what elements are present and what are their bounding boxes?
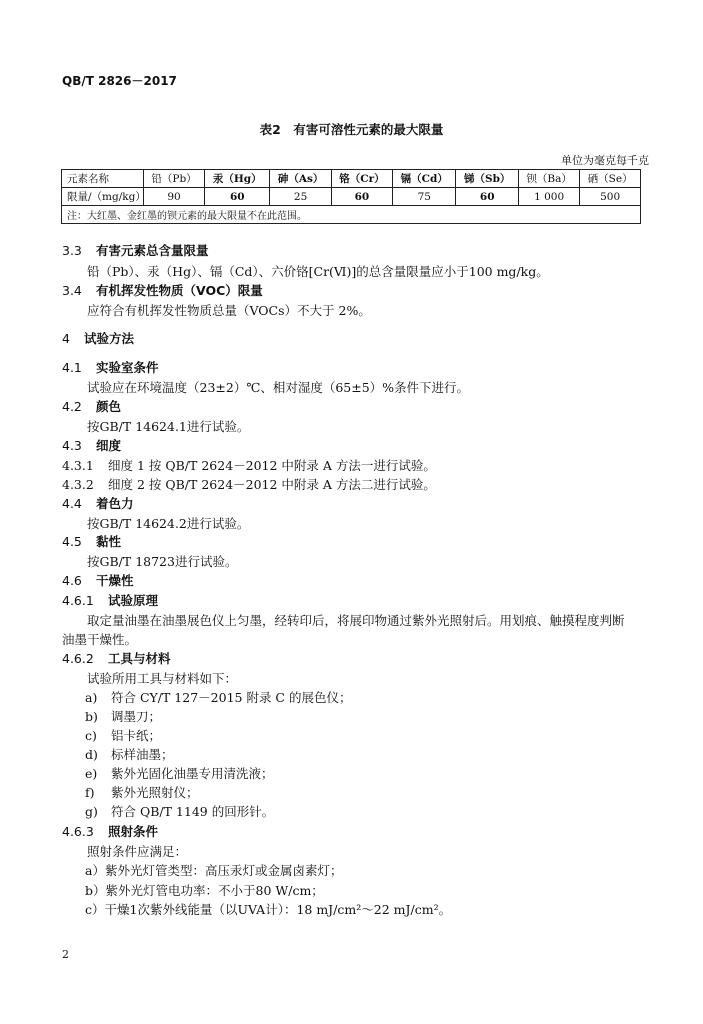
section-heading [62,649,171,667]
table-unit: 单位为毫克每千克 [561,154,649,167]
table-note-row [62,206,641,224]
header-cell: 镉（Cd） [393,170,456,188]
section-heading [62,591,158,609]
list-item: a）紫外光灯管类型：高压汞灯或金属卤素灯； [85,863,343,878]
subclause [62,456,436,474]
header-cell: 铅（Pb） [144,170,205,188]
section-heading [62,397,121,415]
section-number: 4.6.2 [62,651,94,666]
table-row [62,188,641,206]
subclause-number: 4.3.1 [62,458,94,473]
section-number: 4.2 [62,399,82,414]
value-cell: 90 [144,188,205,206]
section-heading [62,822,158,840]
section-number: 4.3 [62,438,82,453]
list-item-label: g) [85,804,98,819]
value-cell: 60 [456,188,518,206]
subclause [62,475,436,493]
header-cell: 锑（Sb） [456,170,518,188]
value-cell: 25 [270,188,331,206]
paragraph: 按GB/T 14624.2进行试验。 [87,516,250,531]
list-item-label: a) [85,690,98,705]
paragraph: 铅（Pb）、汞（Hg）、镉（Cd）、六价铬[Cr(Ⅵ)]的总含量限量应小于100 mg/kg。 [87,264,549,279]
value-cell: 75 [393,188,456,206]
paragraph: 按GB/T 14624.1进行试验。 [87,419,250,434]
paragraph: 按GB/T 18723进行试验。 [87,554,238,569]
section-title: 着色力 [96,496,134,511]
list-item-label: d) [85,747,98,762]
list-item [85,783,199,801]
list-item-text: 紫外光固化油墨专用清洗液； [111,766,274,781]
section-heading [62,358,159,376]
section-heading [62,494,134,512]
section-title: 颜色 [96,399,122,414]
value-cell: 60 [331,188,392,206]
page-number: 2 [62,948,69,961]
section-number: 4 [62,331,70,346]
section-title: 干燥性 [96,573,134,588]
list-item [85,764,274,782]
list-item-text: 符合 CY/T 127－2015 附录 C 的展色仪； [111,690,352,705]
limits-table [61,169,641,224]
table-note: 注：大红墨、金红墨的钡元素的最大限量不在此范围。 [62,206,641,224]
section-heading [62,241,209,259]
list-item-label: f) [85,785,95,800]
header-cell: 砷（As） [270,170,331,188]
section-number: 4.5 [62,534,82,549]
paragraph: 油墨干燥性。 [62,632,138,647]
section-title: 实验室条件 [96,360,159,375]
section-number: 4.4 [62,496,82,511]
header-cell: 元素名称 [62,170,144,188]
list-item-text: 铝卡纸； [111,728,162,743]
section-title: 黏性 [96,534,122,549]
list-item-label: e) [85,766,98,781]
row-label-cell: 限量/（mg/kg） [62,188,144,206]
section-title: 有机挥发性物质（VOC）限量 [96,283,263,298]
section-number: 4.6 [62,573,82,588]
section-heading [62,281,263,299]
paragraph: 试验所用工具与材料如下： [87,671,238,686]
list-item-text: 调墨刀； [111,709,162,724]
list-item [85,688,351,706]
section-heading [62,571,134,589]
paragraph: 应符合有机挥发性物质总量（VOCs）不大于 2%。 [87,303,371,318]
list-item [85,745,174,763]
value-cell: 500 [580,188,641,206]
section-heading [62,532,121,550]
list-item-text: 紫外光照射仪； [111,785,199,800]
list-item-text: 符合 QB/T 1149 的回形针。 [111,804,275,819]
subclause-number: 4.3.2 [62,477,94,492]
header-cell: 汞（Hg） [205,170,270,188]
list-item [85,802,274,820]
section-heading [62,436,121,454]
section-title: 照射条件 [108,824,159,839]
list-item [85,726,161,744]
list-item-label: b) [85,709,98,724]
list-item: c）干燥1次紫外线能量（以UVA计）：18 mJ/cm²～22 mJ/cm²。 [85,902,452,917]
section-number: 3.3 [62,243,82,258]
section-title: 有害元素总含量限量 [96,243,209,258]
paragraph: 试验应在环境温度（23±2）℃、相对湿度（65±5）%条件下进行。 [87,380,470,395]
header-cell: 钡（Ba） [518,170,579,188]
value-cell: 1 000 [518,188,579,206]
section-heading [62,329,134,347]
header-cell: 铬（Cr） [331,170,392,188]
list-item-label: c) [85,728,97,743]
section-number: 4.6.1 [62,593,94,608]
paragraph: 照射条件应满足： [87,844,188,859]
section-title: 细度 [96,438,122,453]
section-title: 试验原理 [108,593,159,608]
header-cell: 硒（Se） [580,170,641,188]
list-item-text: 标样油墨； [111,747,174,762]
section-number: 3.4 [62,283,82,298]
section-title: 工具与材料 [108,651,171,666]
section-title: 试验方法 [84,331,135,346]
paragraph: 取定量油墨在油墨展色仪上匀墨，经转印后，将展印物通过紫外光照射后。用划痕、触摸程度判断 [87,613,625,628]
table-header-row [62,170,641,188]
section-number: 4.6.3 [62,824,94,839]
list-item: b）紫外光灯管电功率：不小于80 W/cm； [85,883,324,898]
standard-code-header: QB/T 2826－2017 [62,74,177,88]
section-number: 4.1 [62,360,82,375]
subclause-text: 细度 2 按 QB/T 2624－2012 中附录 A 方法二进行试验。 [108,477,436,492]
subclause-text: 细度 1 按 QB/T 2624－2012 中附录 A 方法一进行试验。 [108,458,436,473]
table-title: 表2 有害可溶性元素的最大限量 [259,122,444,137]
list-item [85,707,161,725]
value-cell: 60 [205,188,270,206]
